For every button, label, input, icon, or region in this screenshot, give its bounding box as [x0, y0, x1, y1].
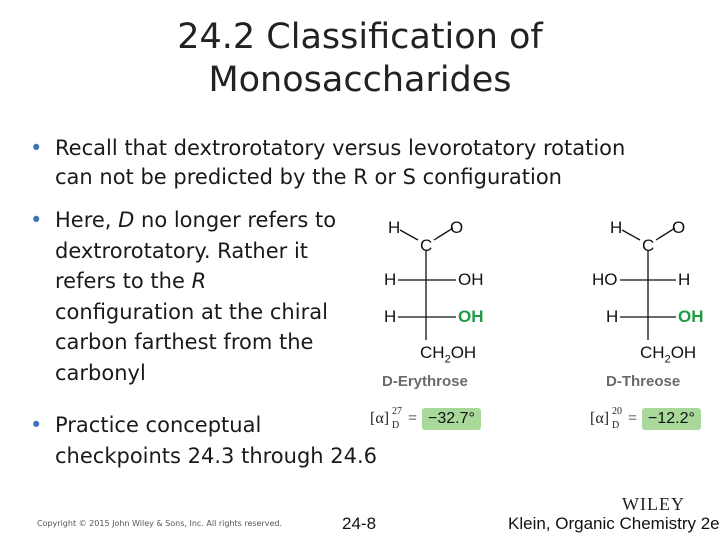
erythrose-carbonyl-o: O — [450, 218, 464, 237]
rotation-temperature: 20 — [612, 406, 622, 417]
bullet-2-line-4: configuration at the chiral — [55, 299, 328, 324]
erythrose-bottom — [420, 343, 476, 365]
d-prefix: D — [382, 373, 393, 390]
bullet-1-line-2: can not be predicted by the R or S configuration — [55, 165, 562, 189]
name-text: -Threose — [616, 373, 681, 390]
erythrose-name — [382, 373, 468, 390]
title-line-1: 24.2 Classification of — [177, 17, 543, 57]
copyright-notice: Copyright © 2015 John Wiley & Sons, Inc. All rights reserved. — [37, 519, 283, 528]
bullet-1-line-1: Recall that dextrorotatory versus levorotatory rotation — [55, 136, 626, 160]
threose-c3-right: OH — [678, 307, 704, 326]
slide-number: 24-8 — [342, 514, 377, 533]
alpha-symbol: [α] — [590, 410, 610, 427]
threose-c3-left: H — [606, 307, 619, 326]
ch-text: CH — [640, 343, 665, 362]
rotation-d-line: D — [612, 420, 620, 431]
bullet-2-line-6: carbonyl — [55, 360, 146, 385]
oh-text: OH — [450, 343, 477, 362]
erythrose-top-h: H — [388, 218, 401, 237]
text-part: no longer refers to — [134, 208, 337, 232]
erythrose-carbonyl-c: C — [420, 236, 433, 255]
threose-structure — [590, 212, 720, 442]
threose-rotation — [590, 406, 720, 436]
bullet-2-line-2: dextrorotatory. Rather it — [55, 238, 309, 263]
wiley-logo: WILEY — [622, 494, 685, 514]
bullet-3-line-1: Practice conceptual — [55, 413, 262, 437]
slide-title — [0, 16, 720, 102]
rotation-value: −32.7° — [422, 408, 481, 430]
text-part: Here, — [55, 208, 119, 232]
erythrose-c2-right: OH — [458, 270, 484, 289]
rotation-value: −12.2° — [642, 408, 701, 430]
threose-carbonyl-o: O — [672, 218, 686, 237]
title-line-2: Monosaccharides — [208, 60, 512, 100]
threose-bottom — [640, 343, 696, 365]
text-part: refers to the — [55, 269, 192, 293]
erythrose-c2-left: H — [384, 270, 397, 289]
bullet-marker: • — [30, 136, 43, 160]
alpha-symbol: [α] — [370, 410, 390, 427]
d-prefix: D — [606, 373, 617, 390]
threose-carbonyl-c: C — [642, 236, 655, 255]
bullet-marker: • — [30, 208, 43, 232]
erythrose-c3-left: H — [384, 307, 397, 326]
equals-sign: = — [628, 410, 638, 427]
rotation-temperature: 27 — [392, 406, 402, 417]
bullet-2-line-3 — [55, 266, 365, 297]
rotation-d-line: D — [392, 420, 400, 431]
erythrose-structure — [370, 212, 500, 442]
threose-c2-right: H — [678, 270, 691, 289]
oh-text: OH — [670, 343, 697, 362]
threose-name — [606, 373, 680, 390]
bullet-3-line-2: checkpoints 24.3 through 24.6 — [55, 443, 378, 468]
bullet-1 — [30, 133, 705, 164]
bullet-2-line-5: carbon farthest from the — [55, 330, 314, 354]
threose-top-h: H — [610, 218, 623, 237]
italic-d: D — [118, 208, 135, 232]
erythrose-c3-right: OH — [458, 307, 484, 326]
bullet-2-line-1 — [55, 205, 365, 236]
book-citation: Klein, Organic Chemistry 2e — [508, 514, 720, 533]
bullet-marker: • — [30, 413, 43, 437]
ch-text: CH — [420, 343, 445, 362]
equals-sign: = — [408, 410, 418, 427]
threose-c2-left: HO — [592, 270, 618, 289]
erythrose-rotation — [370, 406, 500, 436]
subscript: 2 — [444, 353, 451, 366]
subscript: 2 — [664, 353, 671, 366]
name-text: -Erythrose — [392, 373, 468, 390]
italic-r: R — [191, 269, 207, 293]
bullet-2 — [30, 205, 365, 388]
